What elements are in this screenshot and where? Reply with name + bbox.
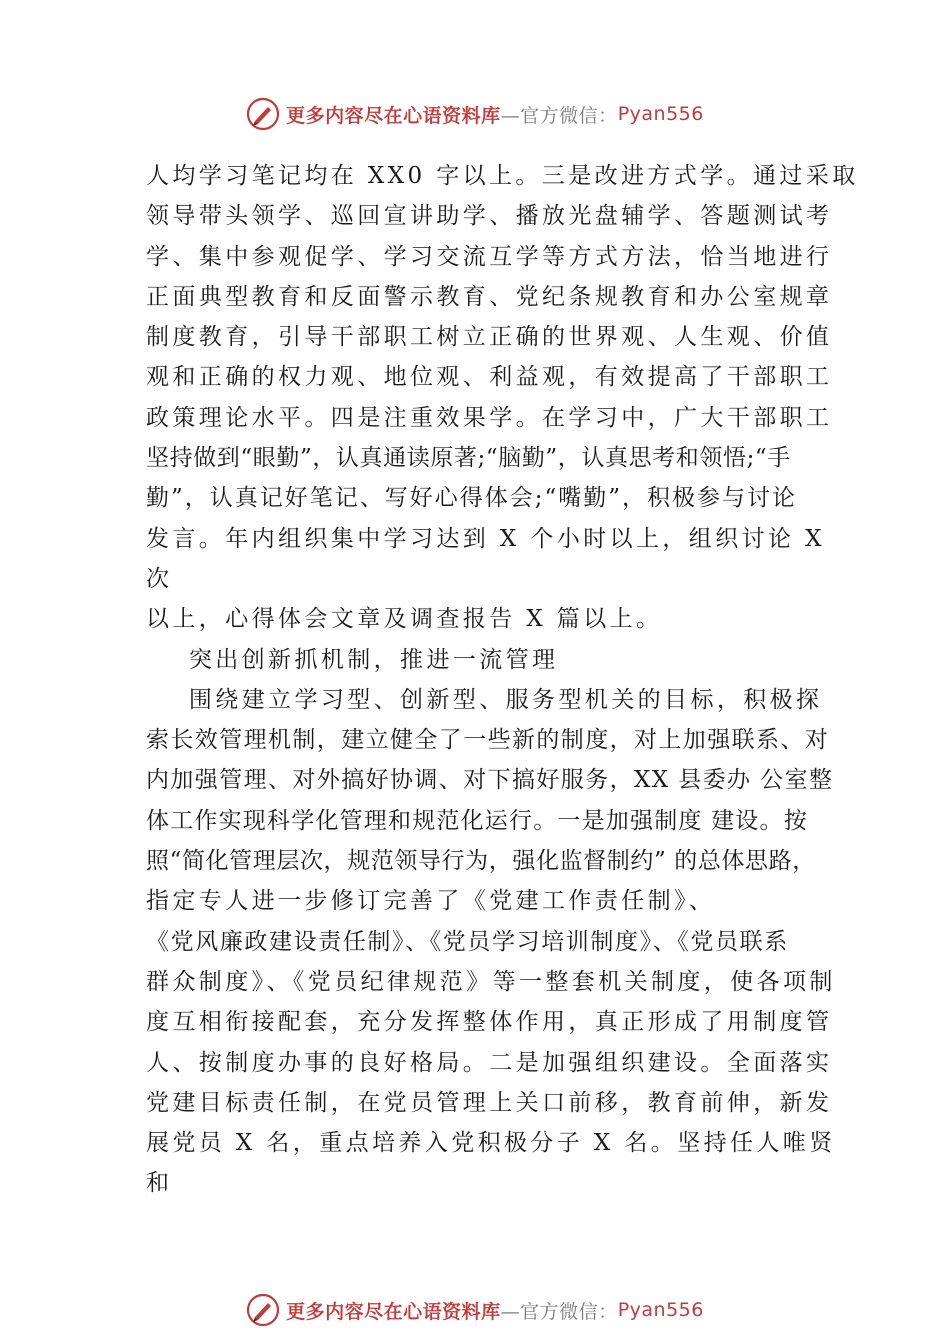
text-line: 体工作实现科学化管理和规范化运行。一是加强制度 建设。按 [146,807,808,834]
text-line: 学、集中参观促学、学习交流互学等方式方法，恰当地进行 [146,243,833,270]
footer-wechat-id: Pyan556 [617,1299,704,1321]
text-line: 正面典型教育和反面警示教育、党纪条规教育和办公室规章 [146,283,833,310]
pen-logo-icon [246,1293,280,1327]
footer-banner [0,1290,950,1330]
section-heading: 突出创新抓机制，推进一流管理 [146,646,559,673]
text-line: 政策理论水平。四是注重效果学。在学习中，广大干部职工 [146,404,833,431]
text-line: 坚持做到“眼勤”，认真通读原著;“脑勤”，认真思考和领悟;“手 [146,445,791,472]
text-line: 和 [146,1170,173,1197]
text-line: 次 [146,565,173,592]
pen-logo-icon [246,97,280,131]
text-line: 发言。年内组织集中学习达到 X 个小时以上，组织讨论 X [146,525,825,552]
text-line: 人、按制度办事的良好格局。二是加强组织建设。全面落实 [146,1049,833,1076]
footer-wechat-label: —官方微信： [500,1300,618,1323]
header-library-name: 更多内容尽在心语资料库 [286,104,501,127]
text-line: 内加强管理、对外搞好协调、对下搞好服务，XX 县委办 公室整 [146,767,834,794]
text-line: 党建目标责任制，在党员管理上关口前移，教育前伸，新发 [146,1089,833,1116]
text-line: 观和正确的权力观、地位观、利益观，有效提高了干部职工 [146,364,833,391]
text-line: 索长效管理机制，建立健全了一些新的制度，对上加强联系、对 [146,727,830,754]
text-line: 勤”，认真记好笔记、写好心得体会;“嘴勤”，积极参与讨论 [146,485,798,512]
text-line: 指定专人进一步修订完善了《党建工作责任制》、 [146,888,716,915]
text-line: 照“简化管理层次，规范领导行为，强化监督制约” 的总体思路， [146,848,816,875]
document-body [146,156,859,1204]
text-line: 人均学习笔记均在 XX0 字以上。三是改进方式学。通过采取 [146,163,859,189]
text-line: 以上，心得体会文章及调查报告 X 篇以上。 [146,606,663,633]
header-wechat-id: Pyan556 [617,103,704,125]
text-line: 领导带头领学、巡回宣讲助学、播放光盘辅学、答题测试考 [146,203,833,230]
text-line: 《党风廉政建设责任制》、《党员学习培训制度》、《党员联系 [146,928,789,955]
text-line: 度互相衔接配套，充分发挥整体作用，真正形成了用制度管 [146,1009,833,1036]
header-banner [0,94,950,134]
text-line: 展党员 X 名，重点培养入党积极分子 X 名。坚持任人唯贤 [146,1130,836,1157]
footer-library-name: 更多内容尽在心语资料库 [286,1300,501,1323]
header-wechat-label: —官方微信： [500,104,618,127]
text-line: 制度教育，引导干部职工树立正确的世界观、人生观、价值 [146,324,833,351]
text-line: 群众制度》、《党员纪律规范》等一整套机关制度，使各项制 [146,968,836,995]
text-line: 围绕建立学习型、创新型、服务型机关的目标，积极探 [146,686,823,713]
